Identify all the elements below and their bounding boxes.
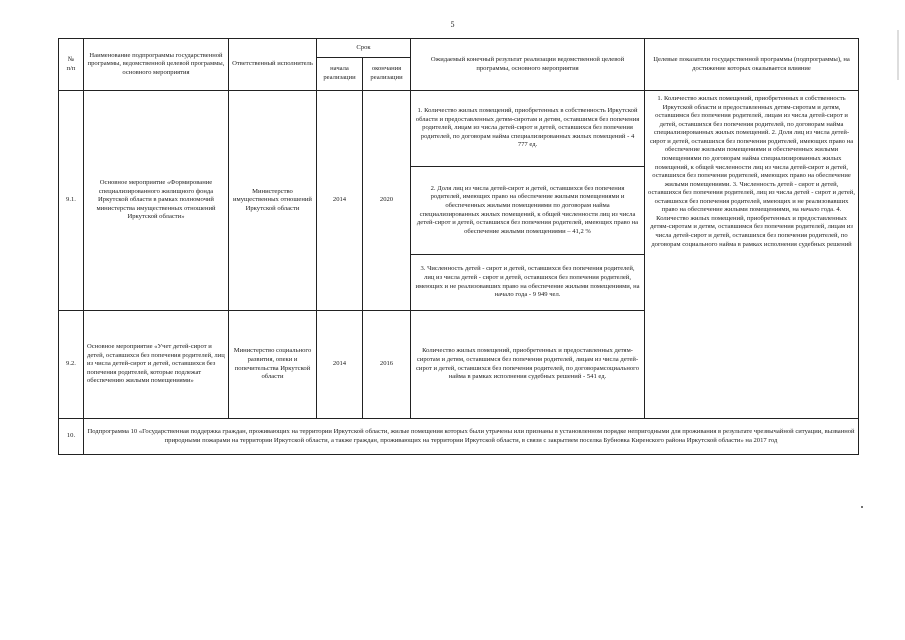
- target-indicators: 1. Количество жилых помещений, приобретенных в собственность Иркутской области и предоставленных детям-сиротам и детям, оставшимся без попечения родителей, лицам из числа детей-сирот и детей, оставшихся без попечения родителей, по договорам найма специализированных жилых помещений. 2. Доля лиц из числа детей-сирот и детей, оставшихся без попечения родителей, имеющих право на обеспечение жилыми помещениями и обеспеченных жилыми помещениями по договорам найма специализированных жилых помещений, к общей численности лиц из числа детей-сирот и детей, оставшихся без попечения родителей, имеющих право на обеспечение жилыми помещениями. 3. Численность детей - сирот и детей, оставшихся без попечения родителей, лиц из числа детей - сирот и детей, оставшихся без попечения родителей, имеющих и не реализовавших право на обеспечение жилыми помещениями, на начало года. 4. Количество жилых помещений, приобретенных и предоставленных детям-сиротам и детям, оставшимся без попечения родителей, лицам из числа детей-сирот и детей, оставшихся без попечения родителей, по договорам социального найма в рамках исполнения судебных решений: [645, 91, 859, 419]
- header-executor: Ответственный исполнитель: [229, 39, 317, 91]
- row-91-name: Основное мероприятие «Формирование специализированного жилищного фонда Иркутской области в рамках полномочий министерства имущественных отношений Иркутской области»: [84, 91, 229, 311]
- row-92-name: Основное мероприятие «Учет детей-сирот и детей, оставшихся без попечения родителей, лиц из числа детей-сирот и детей, оставшихся без попечения родителей, которые подлежат обеспечению жилыми помещениями»: [84, 311, 229, 419]
- program-table: [58, 38, 859, 455]
- row-92-executor: Министерство социального развития, опеки и попечительства Иркутской области: [229, 311, 317, 419]
- stray-mark: [861, 506, 863, 508]
- row-91-start: 2014: [317, 91, 363, 311]
- header-term: Срок: [317, 39, 411, 58]
- row-91-result-1: 1. Количество жилых помещений, приобретенных в собственность Иркутской области и предоставленных детям-сиротам и детям, оставшимся без попечения родителей, лицам из числа детей-сирот и детей, оставшихся без попечения родителей, по договорам найма специализированных жилых помещений - 4 777 ед.: [411, 91, 645, 167]
- header-name: Наименование подпрограммы государственной программы, ведомственной целевой программы, основного мероприятия: [84, 39, 229, 91]
- row-10-num: 10.: [59, 419, 84, 455]
- row-92-num: 9.2.: [59, 311, 84, 419]
- header-targets: Целевые показатели государственной программы (подпрограммы), на достижение которых оказывается влияние: [645, 39, 859, 91]
- row-91-executor: Министерство имущественных отношений Иркутской области: [229, 91, 317, 311]
- page-number: 5: [450, 20, 455, 29]
- row-91-result-3: 3. Численность детей - сирот и детей, оставшихся без попечения родителей, лиц из числа детей - сирот и детей, оставшихся без попечения родителей, имеющих и не реализовавших право на обеспечение жилыми помещениями, на начало года - 9 949 чел.: [411, 255, 645, 311]
- header-start: начала реализации: [317, 58, 363, 91]
- row-92-start: 2014: [317, 311, 363, 419]
- scan-edge-mark: [897, 30, 899, 80]
- header-num: № п/п: [59, 39, 84, 91]
- header-result: Ожидаемый конечный результат реализации ведомственной целевой программы, основного мероприятия: [411, 39, 645, 91]
- row-10-text: Подпрограмма 10 «Государственная поддержка граждан, проживающих на территории Иркутской области, жилые помещения которых были утрачены или признаны в установленном порядке непригодными для проживания в результате чрезвычайной ситуации, вызванной природными пожарами на территории Иркутской области, а также граждан, проживающих на территории Иркутской области, в связи с закрытием поселка Бубновка Киренского района Иркутской области» на 2017 год: [84, 419, 859, 455]
- row-91-result-2: 2. Доля лиц из числа детей-сирот и детей, оставшихся без попечения родителей, имеющих право на обеспечение жилыми помещениями и обеспеченных жилыми помещениями по договорам найма специализированных жилых помещений, к общей численности лиц из числа детей-сирот и детей, оставшихся без попечения родителей, имеющих право на обеспечение жилыми помещениями – 41,2 %: [411, 167, 645, 255]
- row-92-end: 2016: [363, 311, 411, 419]
- row-91-num: 9.1.: [59, 91, 84, 311]
- header-end: окончания реализации: [363, 58, 411, 91]
- row-91-end: 2020: [363, 91, 411, 311]
- row-92-result: Количество жилых помещений, приобретенных и предоставленных детям-сиротам и детям, оставшимся без попечения родителей, лицам из числа детей-сирот и детей, оставшихся без попечения родителей, по договорамсоциального найма в рамках исполнения судебных решений - 541 ед.: [411, 311, 645, 419]
